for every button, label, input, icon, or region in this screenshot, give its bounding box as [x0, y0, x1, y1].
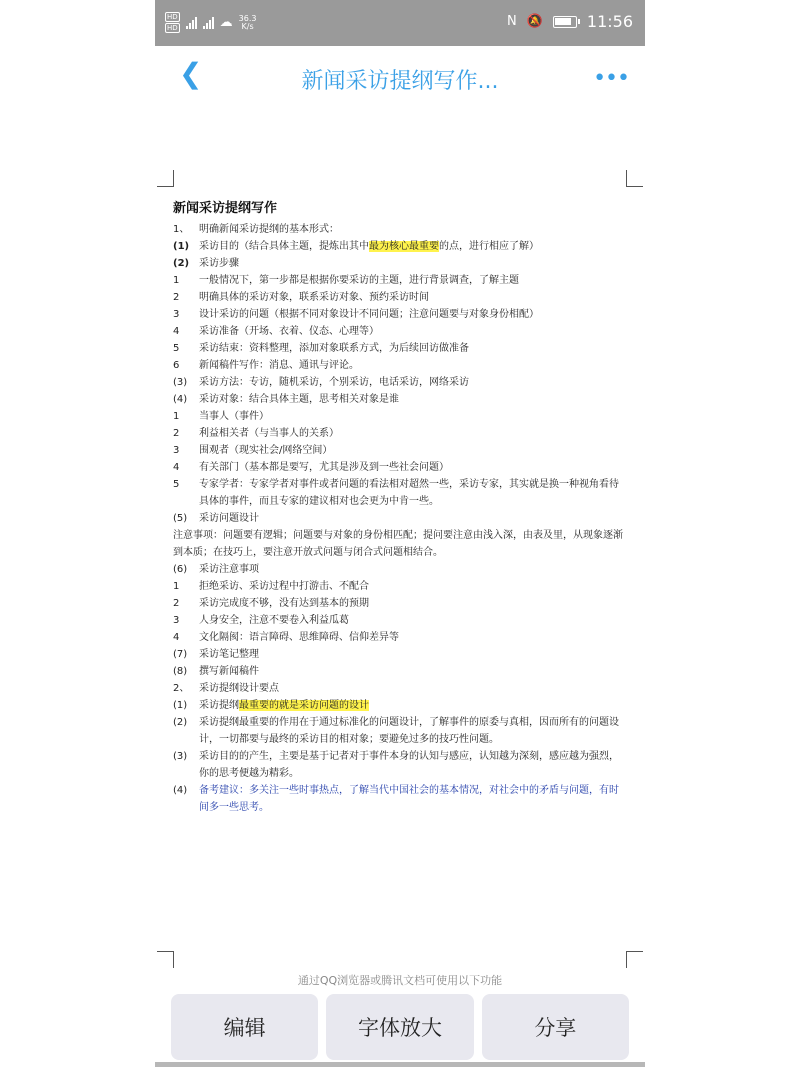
doc-line: 4 采访准备（开场、衣着、仪态、心理等）: [173, 326, 379, 337]
net-speed-value: 36.3: [238, 13, 257, 23]
doc-line: 1 一般情况下，第一步都是根据你要采访的主题，进行背景调查，了解主题: [173, 275, 519, 286]
crop-mark: [157, 170, 174, 187]
doc-line: (5) 采访问题设计: [173, 513, 259, 524]
doc-line: 1、 明确新闻采访提纲的基本形式：: [173, 224, 339, 235]
hd-badge: HD: [167, 24, 178, 32]
font-enlarge-button[interactable]: 字体放大: [326, 994, 473, 1060]
title-bar: [155, 46, 645, 110]
doc-line: 3 人身安全，注意不要卷入利益瓜葛: [173, 615, 349, 626]
doc-line: 4 文化隔阂：语言障碍、思维障碍、信仰差异等: [173, 632, 399, 643]
net-speed-unit: K/s: [241, 21, 254, 31]
edit-button[interactable]: 编辑: [171, 994, 318, 1060]
doc-line: 2 明确具体的采访对象，联系采访对象、预约采访时间: [173, 292, 429, 303]
more-dots-icon[interactable]: •••: [593, 66, 629, 91]
battery-icon: [553, 16, 577, 28]
highlight: 最重要的就是采访问题的设计: [239, 700, 369, 711]
doc-line: 6 新闻稿件写作：消息、通讯与评论。: [173, 360, 359, 371]
document-content: [173, 197, 625, 816]
doc-line: (7) 采访笔记整理: [173, 649, 259, 660]
status-bar: [155, 0, 645, 46]
doc-line: (1) 采访提纲最重要的就是采访问题的设计: [173, 700, 369, 711]
doc-line: (3) 采访方法：专访，随机采访，个别采访，电话采访，网络采访: [173, 377, 469, 388]
chevron-left-icon[interactable]: ❮: [179, 57, 203, 90]
mute-icon: 🔕: [526, 14, 543, 29]
action-bar: [171, 994, 629, 1060]
note-text: 注意事项：问题要有逻辑；问题要与对象的身份相匹配；提问要注意由浅入深，由表及里，从现象逐渐到本质；在技巧上，要注意开放式问题与闭合式问题相结合。: [173, 530, 623, 558]
doc-line: (8) 撰写新闻稿件: [173, 666, 259, 677]
net-speed: [239, 15, 257, 31]
doc-line: (3) 采访目的的产生，主要是基于记者对于事件本身的认知与感应，认知越为深刻，感应越为强烈，你的思考便越为精彩。: [173, 751, 619, 779]
doc-line: 2、 采访提纲设计要点: [173, 683, 279, 694]
hd-badge: HD: [167, 13, 178, 21]
document-page: [155, 160, 645, 970]
doc-line: 2 采访完成度不够，没有达到基本的预期: [173, 598, 369, 609]
doc-line: 1 拒绝采访、采访过程中打游击、不配合: [173, 581, 369, 592]
doc-line: (6) 采访注意事项: [173, 564, 259, 575]
doc-line: (4) 采访对象：结合具体主题，思考相关对象是谁: [173, 394, 399, 405]
doc-line: 5 专家学者：专家学者对事件或者问题的看法相对超然一些，采访专家，其实就是换一种视角看待具体的事件，而且专家的建议相对也会更为中肯一些。: [173, 479, 619, 507]
doc-line: (4) 备考建议：多关注一些时事热点，了解当代中国社会的基本情况，对社会中的矛盾与问题，有时间多一些思考。: [173, 785, 619, 813]
nfc-icon: N: [506, 14, 517, 29]
status-left: [165, 12, 256, 33]
doc-line: 4 有关部门（基本都是要写，尤其是涉及到一些社会问题）: [173, 462, 449, 473]
doc-line: (2) 采访提纲最重要的作用在于通过标准化的问题设计，了解事件的原委与真相，因而所有的问题设计，一切都要与最终的采访目的相对象；要避免过多的技巧性问题。: [173, 717, 619, 745]
page-title: 新闻采访提纲写作...: [301, 69, 499, 94]
crop-mark: [626, 951, 643, 968]
share-button[interactable]: 分享: [482, 994, 629, 1060]
doc-line: 1 当事人（事件）: [173, 411, 269, 422]
signal-icon: [203, 17, 214, 29]
wifi-icon: ☁: [219, 15, 233, 30]
doc-line: 3 设计采访的问题（根据不同对象设计不同问题；注意问题要与对象身份相配）: [173, 309, 539, 320]
bottom-strip: [155, 1062, 645, 1067]
highlight: 最为核心最重要: [369, 241, 439, 252]
doc-line: (1) 采访目的（结合具体主题，提炼出其中最为核心最重要的点，进行相应了解）: [173, 241, 539, 252]
phone-screen: [155, 0, 645, 1067]
crop-mark: [157, 951, 174, 968]
doc-line: 5 采访结束：资料整理，添加对象联系方式，为后续回访做准备: [173, 343, 469, 354]
signal-icon: [186, 17, 197, 29]
doc-line: (2) 采访步骤: [173, 258, 239, 269]
doc-line: 2 利益相关者（与当事人的关系）: [173, 428, 339, 439]
doc-line: 3 围观者（现实社会/网络空间）: [173, 445, 333, 456]
crop-mark: [626, 170, 643, 187]
status-right: [507, 12, 633, 31]
document-title: 新闻采访提纲写作: [173, 201, 278, 216]
clock: 11:56: [586, 12, 633, 31]
feature-hint: 通过QQ浏览器或腾讯文档可使用以下功能: [297, 974, 503, 987]
hd-badges: [165, 12, 180, 33]
